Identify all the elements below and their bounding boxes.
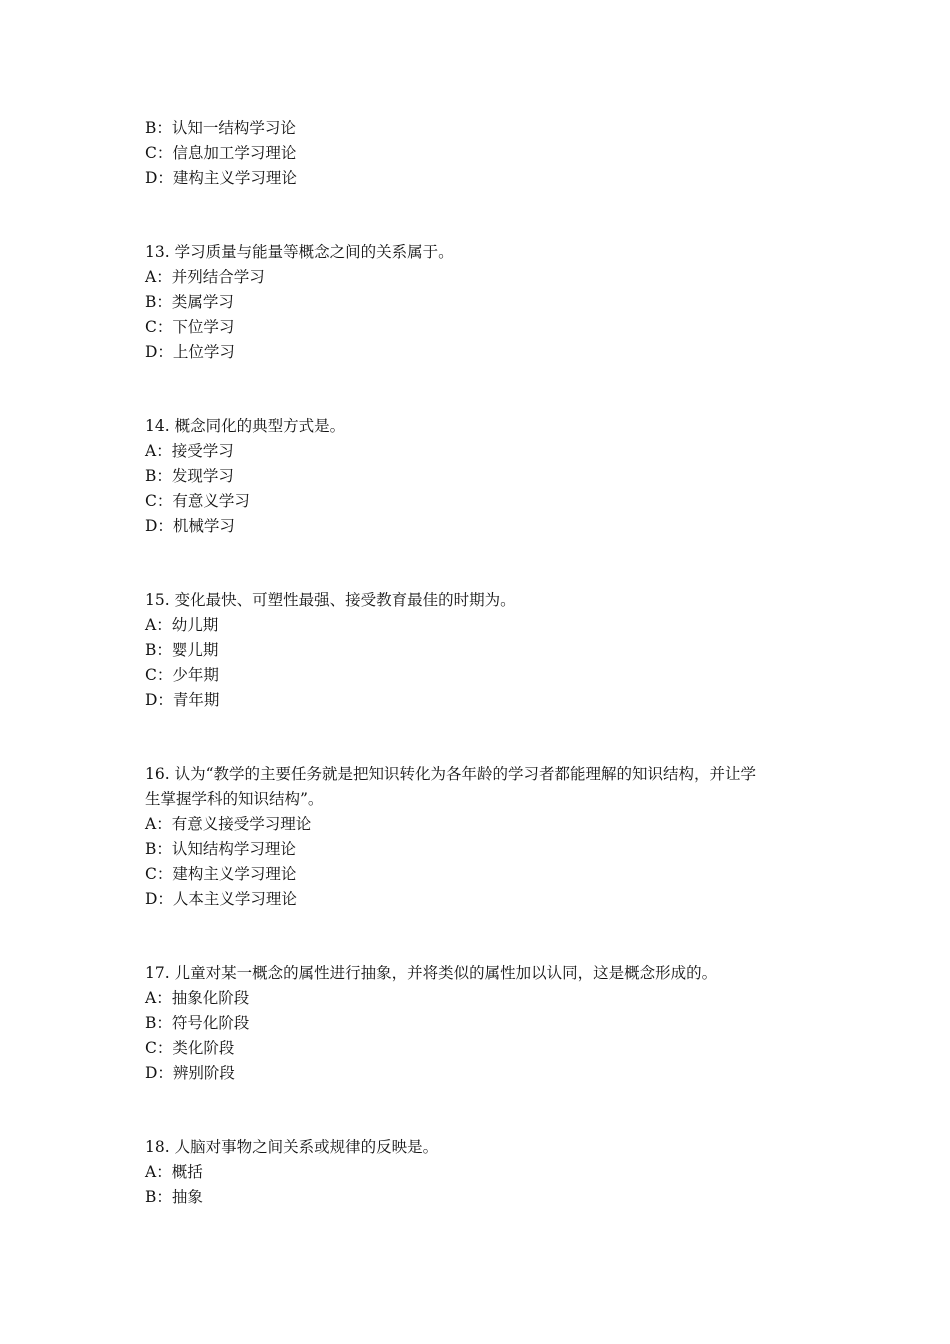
option-c: C：下位学习 xyxy=(145,318,235,336)
option-b: B：符号化阶段 xyxy=(145,1014,250,1032)
question-15 xyxy=(145,588,825,713)
question-stem: 18. 人脑对事物之间关系或规律的反映是。 xyxy=(145,1138,439,1156)
question-17 xyxy=(145,961,825,1086)
question-16 xyxy=(145,762,825,912)
option-d: D：人本主义学习理论 xyxy=(145,890,297,908)
option-a: A：概括 xyxy=(145,1163,203,1181)
option-a: A：有意义接受学习理论 xyxy=(145,815,312,833)
option-d: D：辨别阶段 xyxy=(145,1064,235,1082)
question-13 xyxy=(145,240,825,365)
option-a: A：接受学习 xyxy=(145,442,234,460)
question-stem: 14. 概念同化的典型方式是。 xyxy=(145,417,346,435)
option-a: A：抽象化阶段 xyxy=(145,989,250,1007)
option-b: B：抽象 xyxy=(145,1188,203,1206)
question-14 xyxy=(145,414,825,539)
option-c: C：类化阶段 xyxy=(145,1039,235,1057)
document-page xyxy=(145,116,825,1210)
question-stem-line-1: 16. 认为“教学的主要任务就是把知识转化为各年龄的学习者都能理解的知识结构，并让学 xyxy=(145,765,757,783)
option-d: D：上位学习 xyxy=(145,343,235,361)
option-b: B：类属学习 xyxy=(145,293,234,311)
option-c: C：信息加工学习理论 xyxy=(145,144,297,162)
option-b: B：发现学习 xyxy=(145,467,234,485)
option-a: A：并列结合学习 xyxy=(145,268,265,286)
question-18 xyxy=(145,1135,825,1210)
option-c: C：有意义学习 xyxy=(145,492,250,510)
option-d: D：青年期 xyxy=(145,691,220,709)
option-d: D：建构主义学习理论 xyxy=(145,169,297,187)
option-c: C：建构主义学习理论 xyxy=(145,865,297,883)
question-stem: 15. 变化最快、可塑性最强、接受教育最佳的时期为。 xyxy=(145,591,516,609)
option-b: B：认知结构学习理论 xyxy=(145,840,296,858)
question-stem: 13. 学习质量与能量等概念之间的关系属于。 xyxy=(145,243,454,261)
option-d: D：机械学习 xyxy=(145,517,235,535)
option-b: B：婴儿期 xyxy=(145,641,219,659)
question-stem-line-2: 生掌握学科的知识结构”。 xyxy=(145,790,324,808)
option-c: C：少年期 xyxy=(145,666,219,684)
option-a: A：幼儿期 xyxy=(145,616,219,634)
option-b: B：认知一结构学习论 xyxy=(145,119,296,137)
question-12-continued xyxy=(145,116,825,191)
question-stem: 17. 儿童对某一概念的属性进行抽象，并将类似的属性加以认同，这是概念形成的。 xyxy=(145,964,718,982)
